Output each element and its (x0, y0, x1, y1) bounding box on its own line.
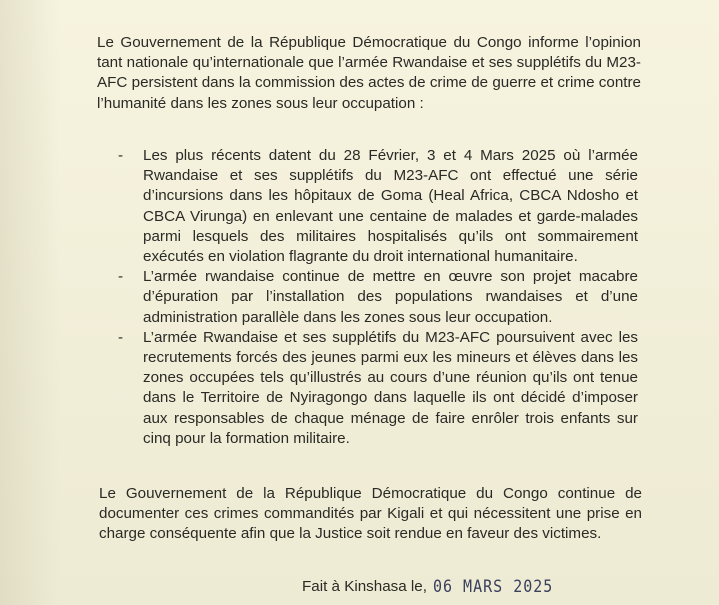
closing-paragraph: Le Gouvernement de la République Démocratique du Congo continue de documenter ces crimes commandités par Kigali et qui nécessitent une prise en charge conséquente afin que la Justice soit rendue en faveur des victimes. (99, 485, 642, 543)
bullet-text: L’armée Rwandaise et ses supplétifs du M23-AFC poursuivent avec les recrutements forcés des jeunes parmi eux les mineurs et élèves dans les zones occupées tels qu’illustrés au cours d’une réunion qu’ils ont tenue dans le Territoire de Nyiragongo dans laquelle ils ont décidé d’imposer aux responsables de chaque ménage de faire enrôler trois enfants sur cinq pour la formation militaire. (143, 328, 638, 447)
bullet-dash: - (118, 147, 124, 164)
list-item (118, 146, 638, 267)
signature-line (302, 576, 553, 597)
bullet-text: L’armée rwandaise continue de mettre en œuvre son projet macabre d’épuration par l’installation des populations rwandaises et d’une administration parallèle dans les zones sous leur occupation. (143, 268, 638, 326)
list-item (118, 267, 638, 328)
bullet-text: Les plus récents datent du 28 Février, 3 et 4 Mars 2025 où l’armée Rwandaise et ses supplétifs du M23-AFC ont effectué une série d’incursions dans les hôpitaux de Goma (Heal Africa, CBCA Ndosho et CBCA Virunga) en enlevant une centaine de malades et garde-malades parmi lesquels des militaires hospitalisés qu’ils ont sommairement exécutés en violation flagrante du droit international humanitaire. (143, 147, 638, 266)
signature-place: Fait à Kinshasa le, (302, 578, 427, 595)
list-item (118, 328, 638, 449)
date-stamp: 06 MARS 2025 (432, 575, 554, 597)
bullet-list (118, 146, 638, 449)
bullet-dash: - (118, 328, 124, 346)
intro-paragraph: Le Gouvernement de la République Démocratique du Congo informe l’opinion tant nationale qu’internationale que l’armée Rwandaise et ses supplétifs du M23-AFC persistent dans la commission des actes de crime de guerre et crime contre l’humanité dans les zones sous leur occupation : (97, 34, 641, 112)
bullet-dash: - (118, 268, 124, 286)
page-shadow (0, 0, 60, 605)
